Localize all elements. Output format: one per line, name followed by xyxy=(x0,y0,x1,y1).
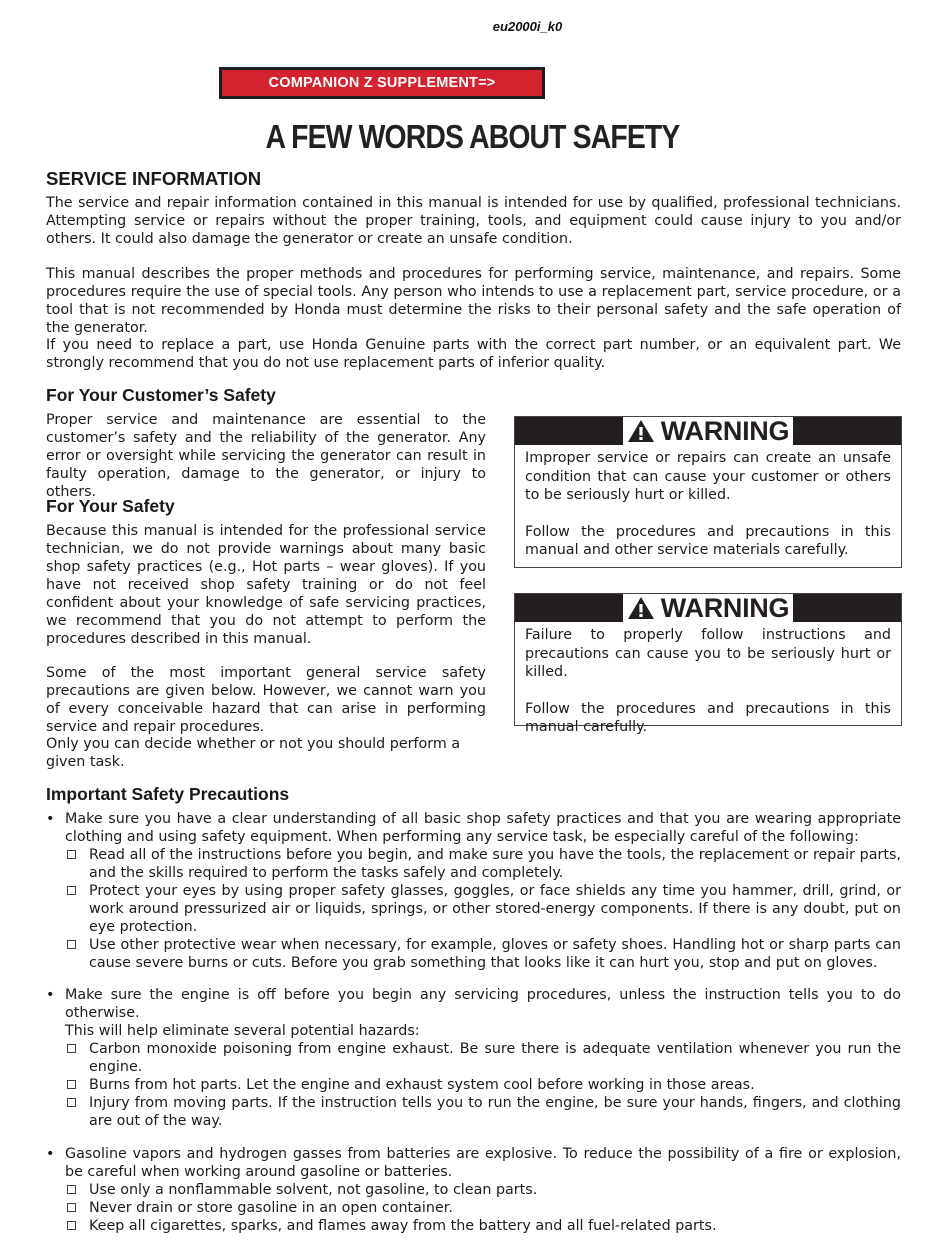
companion-supplement-button[interactable]: COMPANION Z SUPPLEMENT=> xyxy=(219,67,545,99)
list-item: Carbon monoxide poisoning from engine exhaust. Be sure there is adequate ventilation whenever you run the engine. xyxy=(65,1040,901,1076)
service-information-heading: SERVICE INFORMATION xyxy=(46,168,262,189)
list-item: Read all of the instructions before you begin, and make sure you have the tools, the replacement or repair parts, and the skills required to perform the tasks safely and completely. xyxy=(65,846,901,882)
checkbox-icon xyxy=(67,1221,76,1230)
warning-1-text: Improper service or repairs can create an unsafe condition that can cause your customer or others to be seriously hurt or killed. xyxy=(525,450,891,503)
precaution-bullet-1 xyxy=(46,810,901,972)
service-info-paragraph-3: If you need to replace a part, use Honda Genuine parts with the correct part number, or an equivalent part. We strongly recommend that you do not use replacement parts of inferior quality. xyxy=(46,337,901,371)
warning-triangle-icon xyxy=(627,419,655,443)
warning-box-2 xyxy=(514,592,902,735)
checkbox-icon xyxy=(67,940,76,949)
precaution-bullet-3 xyxy=(46,1145,901,1235)
your-safety-paragraph-3: Only you can decide whether or not you should perform a given task. xyxy=(46,736,461,770)
list-item: Burns from hot parts. Let the engine and exhaust system cool before working in those areas. xyxy=(65,1076,901,1094)
warning-1-instruction: Follow the procedures and precautions in this manual and other service materials carefully. xyxy=(525,523,891,558)
bullet-icon: • xyxy=(46,811,55,827)
bullet-text: Gasoline vapors and hydrogen gasses from batteries are explosive. To reduce the possibility of a fire or explosion, be careful when working around gasoline or batteries. xyxy=(65,1146,901,1180)
service-info-paragraph-1: The service and repair information contained in this manual is intended for use by qualified, professional technicians. Attempting service or repairs without the proper training, tools, and equipment could cause injury to you and/or others. It could also damage the generator or create an unsafe condition. xyxy=(46,195,901,247)
bullet-intro: This will help eliminate several potential hazards: xyxy=(65,1023,420,1039)
checkbox-icon xyxy=(67,1080,76,1089)
precaution-bullet-2 xyxy=(46,986,901,1130)
warning-2-instruction: Follow the procedures and precautions in this manual carefully. xyxy=(525,700,891,735)
list-item: Use other protective wear when necessary, for example, gloves or safety shoes. Handling hot or sharp parts can cause severe burns or cuts. Before you grab something that looks like it can hurt you, stop and put on gloves. xyxy=(65,936,901,972)
customer-safety-text: Proper service and maintenance are essential to the customer’s safety and the reliability of the generator. Any error or oversight while servicing the generator can result in faulty operation, damage to the generator, or injury to others. xyxy=(46,412,486,500)
checkbox-icon xyxy=(67,886,76,895)
bullet-icon: • xyxy=(46,987,55,1003)
bullet-icon: • xyxy=(46,1146,55,1162)
your-safety-paragraph-1: Because this manual is intended for the professional service technician, we do not provide warnings about many basic shop safety practices (e.g., Hot parts – wear gloves). If you have not received shop safety training or do not feel confident about your knowledge of safe servicing practices, we recommend that you do not attempt to perform the procedures described in this manual. xyxy=(46,523,486,647)
list-item: Protect your eyes by using proper safety glasses, goggles, or face shields any time you hammer, drill, grind, or work around pressurized air or liquids, springs, or other stored-energy components. If there is any doubt, put on eye protection. xyxy=(65,882,901,936)
warning-header xyxy=(515,417,901,445)
list-item: Never drain or store gasoline in an open container. xyxy=(65,1199,901,1217)
document-id: eu2000i_k0 xyxy=(492,19,563,34)
warning-header xyxy=(515,594,901,622)
bullet-text: Make sure you have a clear understanding of all basic shop safety practices and that you are wearing appropriate clothing and using safety equipment. When performing any service task, be especially careful of the following: xyxy=(65,811,901,845)
page-title: A FEW WORDS ABOUT SAFETY xyxy=(265,118,680,155)
list-item: Injury from moving parts. If the instruction tells you to run the engine, be sure your hands, fingers, and clothing are out of the way. xyxy=(65,1094,901,1130)
checkbox-icon xyxy=(67,1203,76,1212)
warning-2-text: Failure to properly follow instructions and precautions can cause you to be seriously hurt or killed. xyxy=(525,627,891,680)
bullet-text: Make sure the engine is off before you begin any servicing procedures, unless the instruction tells you to do otherwise. xyxy=(65,987,901,1021)
warning-box-1 xyxy=(514,416,902,568)
customer-safety-heading: For Your Customer’s Safety xyxy=(46,385,276,405)
warning-triangle-icon xyxy=(627,596,655,620)
list-item: Keep all cigarettes, sparks, and flames away from the battery and all fuel-related parts. xyxy=(65,1217,901,1235)
warning-label: WARNING xyxy=(660,415,790,446)
checkbox-icon xyxy=(67,1098,76,1107)
checkbox-icon xyxy=(67,850,76,859)
precautions-heading: Important Safety Precautions xyxy=(46,784,290,804)
warning-label: WARNING xyxy=(660,592,790,623)
your-safety-heading: For Your Safety xyxy=(46,496,175,516)
checkbox-icon xyxy=(67,1044,76,1053)
checkbox-icon xyxy=(67,1185,76,1194)
your-safety-paragraph-2: Some of the most important general service safety precautions are given below. However, we cannot warn you of every conceivable hazard that can arise in performing service and repair procedures. xyxy=(46,665,486,735)
service-info-paragraph-2: This manual describes the proper methods and procedures for performing service, maintenance, and repairs. Some procedures require the use of special tools. Any person who intends to use a replacement part, service procedure, or a tool that is not recommended by Honda must determine the risks to their personal safety and the safe operation of the generator. xyxy=(46,266,901,336)
list-item: Use only a nonflammable solvent, not gasoline, to clean parts. xyxy=(65,1181,901,1199)
